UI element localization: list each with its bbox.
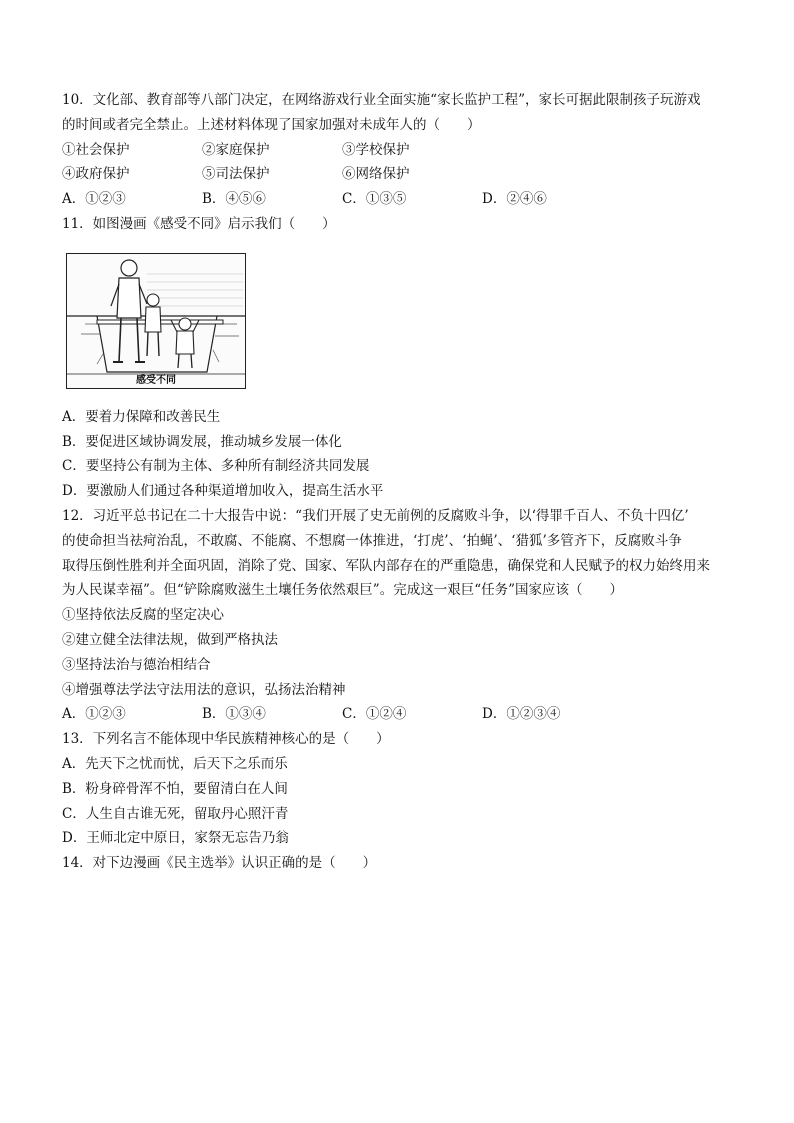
q10-stem-line2: 的时间或者完全禁止。上述材料体现了国家加强对未成年人的（ ）: [62, 117, 481, 133]
q11-choice-b: B．要促进区域协调发展，推动城乡发展一体化: [62, 434, 342, 450]
q13-choice-d: D．王师北定中原日，家祭无忘告乃翁: [62, 830, 289, 846]
cartoon-drawing: [67, 254, 245, 388]
q12-item-1: ①坚持依法反腐的坚定决心: [62, 607, 224, 623]
q10-item-4: ④政府保护: [62, 166, 130, 182]
q13-choice-b: B．粉身碎骨浑不怕，要留清白在人间: [62, 781, 288, 797]
q10-item-2: ②家庭保护: [202, 142, 270, 158]
q12-stem-line3: 取得压倒性胜利并全面巩固，消除了党、国家、军队内部存在的严重隐患，确保党和人民赋予的权力始终用来: [62, 558, 710, 574]
cartoon-image: [66, 253, 246, 389]
cartoon-caption: 感受不同: [136, 375, 176, 386]
q10-items-row2: [62, 165, 410, 183]
q13-choice-a: A．先天下之忧而忧，后天下之乐而乐: [62, 756, 288, 772]
q10-choice-d: D．②④⑥: [482, 191, 547, 207]
q10-choice-a: A．①②③: [62, 191, 126, 207]
q12-choice-a: A．①②③: [62, 706, 126, 722]
q12-stem-line2: 的使命担当祛疴治乱，不敢腐、不能腐、不想腐一体推进，‘打虎’、‘拍蝇’、‘猎狐’多管齐下，反腐败斗争: [62, 533, 682, 549]
q10-item-5: ⑤司法保护: [202, 166, 270, 182]
q12-choices: [62, 705, 560, 723]
q11-stem: 11．如图漫画《感受不同》启示我们（ ）: [62, 216, 336, 232]
q12-choice-c: C．①②④: [342, 706, 407, 722]
q12-stem-line4: 为人民谋幸福”。但“铲除腐败滋生土壤任务依然艰巨”。完成这一艰巨“任务”国家应该（ ）: [62, 582, 624, 598]
q12-stem-line1: 12．习近平总书记在二十大报告中说：“我们开展了史无前例的反腐败斗争，以‘得罪千百人、不负十四亿’: [62, 508, 689, 524]
q11-choice-a: A．要着力保障和改善民生: [62, 409, 221, 425]
q10-item-3: ③学校保护: [342, 142, 410, 158]
q10-choice-b: B．④⑤⑥: [202, 191, 266, 207]
q12-choice-d: D．①②③④: [482, 706, 561, 722]
q12-choice-b: B．①③④: [202, 706, 266, 722]
q10-choice-c: C．①③⑤: [342, 191, 407, 207]
q10-choices: [62, 190, 547, 208]
q13-choice-c: C．人生自古谁无死，留取丹心照汗青: [62, 806, 289, 822]
q11-choice-c: C．要坚持公有制为主体、多种所有制经济共同发展: [62, 458, 370, 474]
q12-item-2: ②建立健全法律法规，做到严格执法: [62, 632, 278, 648]
q10-item-1: ①社会保护: [62, 142, 130, 158]
q10-items-row1: [62, 141, 410, 159]
q12-item-3: ③坚持法治与德治相结合: [62, 657, 211, 673]
q11-choice-d: D．要激励人们通过各种渠道增加收入，提高生活水平: [62, 483, 384, 499]
q12-item-4: ④增强尊法学法守法用法的意识，弘扬法治精神: [62, 682, 346, 698]
q10-item-6: ⑥网络保护: [342, 166, 410, 182]
q13-stem: 13．下列名言不能体现中华民族精神核心的是（ ）: [62, 731, 390, 747]
q10-stem-line1: 10．文化部、教育部等八部门决定，在网络游戏行业全面实施“家长监护工程”，家长可据此限制孩子玩游戏: [62, 92, 701, 108]
q14-stem: 14．对下边漫画《民主选举》认识正确的是（ ）: [62, 855, 377, 871]
